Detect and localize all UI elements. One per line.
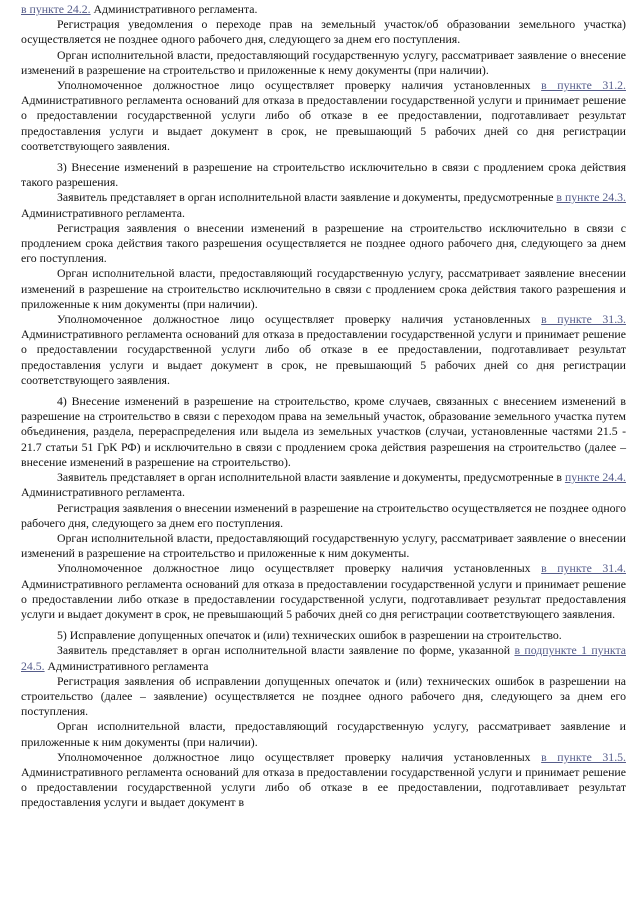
paragraph — [21, 312, 626, 388]
reference-link[interactable]: в пункте 31.5. — [541, 749, 626, 764]
paragraph — [21, 470, 626, 500]
paragraph — [21, 78, 626, 154]
paragraph — [21, 719, 626, 749]
paragraph-text: Уполномоченное должностное лицо осуществляет проверку наличия установленных — [57, 749, 542, 764]
paragraph-text: 4) Внесение изменений в разрешение на строительство, кроме случаев, связанных с внесением изменений в разрешение на строительство в связи с переходом права на земельный участок, образование земельного участка путем объединения, раздела, перераспределения или выдела из земельных участков (случаи, установленные частями 21.5 - 21.7 статьи 51 ГрК РФ) и исключительно в связи с продлением срока действия разрешения на строительство (далее – внесение изменений в разрешение на строительство). — [21, 394, 626, 469]
reference-link[interactable]: в пункте 24.3. — [556, 190, 626, 205]
paragraph — [21, 17, 626, 47]
paragraph — [21, 501, 626, 531]
paragraph-text: Регистрация заявления о внесении изменений в разрешение на строительство осуществляется не позднее одного рабочего дня, следующего за днем его поступления. — [21, 500, 626, 530]
paragraph — [21, 190, 626, 220]
paragraph-text: Заявитель представляет в орган исполнительной власти заявление и документы, предусмотренные в — [57, 470, 565, 485]
paragraph — [21, 643, 626, 673]
paragraph-text: Орган исполнительной власти, предоставляющий государственную услугу, рассматривает заявление и приложенные к ним документы (при наличии). — [21, 719, 626, 749]
paragraph-text: Регистрация заявления об исправлении допущенных опечаток и (или) технических ошибок в разрешении на строительство (далее – заявление) осуществляется не позднее одного рабочего дня, следующего за днем его поступления. — [21, 673, 626, 719]
paragraph-text: Административного регламента оснований для отказа в предоставлении государственной услуги и принимает решение о предоставлении либо отказе в предоставлении государственной услуги, подготавливает результат предоставления услуги и выдает документ в срок, не превышающий 5 рабочих дней со дня регистрации соответствующего заявления. — [21, 576, 626, 621]
paragraph-text: Орган исполнительной власти, предоставляющий государственную услугу, рассматривает заявление внесении изменений в разрешение на строительство исключительно в связи с продлением срока действия такого разрешения и приложенные к ним документы (при наличии). — [21, 266, 626, 311]
paragraph — [21, 750, 626, 811]
paragraph — [21, 394, 626, 470]
paragraph — [21, 2, 626, 17]
paragraph-text: Орган исполнительной власти, предоставляющий государственную услугу, рассматривает заявление о внесение изменений в разрешение на строительство и приложенные к нему документы (при наличии). — [21, 47, 626, 77]
paragraph — [21, 531, 626, 561]
paragraph — [21, 221, 626, 267]
reference-link[interactable]: в пункте 31.2. — [541, 78, 626, 93]
paragraph — [21, 266, 626, 312]
reference-link[interactable]: в пункте 24.2. — [21, 2, 91, 16]
paragraph — [21, 160, 626, 190]
paragraph-text: Регистрация уведомления о переходе прав на земельный участок/об образовании земельного участка) осуществляется не позднее одного рабочего дня, следующего за днем его поступления. — [21, 17, 626, 47]
paragraph — [21, 48, 626, 78]
paragraph-text: 5) Исправление допущенных опечаток и (или) технических ошибок в разрешении на строительство. — [57, 628, 562, 643]
paragraph-text: Уполномоченное должностное лицо осуществляет проверку наличия установленных — [57, 561, 542, 576]
reference-link[interactable]: в пункте 31.4. — [541, 561, 626, 576]
paragraph-text: Административного регламента оснований для отказа в предоставлении государственной услуги и принимает решение о предоставлении государственной услуги либо об отказе в ее предоставлении, подготавливает результат предоставления услуги и выдает документ в срок, не превышающий 5 рабочих дней со дня регистрации соответствующего заявления. — [21, 327, 626, 387]
paragraph-text: Административного регламента оснований для отказа в предоставлении государственной услуги и принимает решение о предоставлении государственной услуги либо об отказе в ее предоставлении, подготавливает результат предоставления услуги и выдает документ в — [21, 764, 626, 810]
paragraph-text: Административного регламента. — [21, 485, 185, 500]
paragraph-text: Уполномоченное должностное лицо осуществляет проверку наличия установленных — [57, 78, 542, 93]
paragraph-text: Заявитель представляет в орган исполнительной власти заявление и документы, предусмотренные — [57, 190, 557, 205]
reference-link[interactable]: пункте 24.4. — [564, 470, 626, 485]
paragraph — [21, 561, 626, 622]
paragraph — [21, 674, 626, 720]
paragraph-text: Административного регламента. — [90, 2, 258, 16]
paragraph-text: Орган исполнительной власти, предоставляющий государственную услугу, рассматривает заявление о внесении изменений в разрешение на строительство и приложенные к ним документы. — [21, 530, 626, 561]
paragraph-text: Заявитель представляет в орган исполнительной власти заявление по форме, указанной — [57, 643, 515, 658]
paragraph — [21, 628, 626, 643]
paragraph-text: Уполномоченное должностное лицо осуществляет проверку наличия установленных — [57, 312, 542, 327]
paragraph-text: Административного регламента оснований для отказа в предоставлении государственной услуги и принимает решение о предоставлении государственной услуги либо об отказе в ее предоставлении, подготавливает результат предоставления услуги и выдает документ в срок, не превышающий 5 рабочих дней со дня регистрации соответствующего заявления. — [21, 93, 626, 153]
paragraph-text: 3) Внесение изменений в разрешение на строительство исключительно в связи с продлением срока действия такого разрешения. — [21, 160, 626, 190]
reference-link[interactable]: в пункте 31.3. — [541, 312, 626, 327]
paragraph-text: Административного регламента — [44, 658, 209, 673]
reference-link[interactable]: в подпункте 1 пункта 24.5. — [21, 643, 626, 673]
paragraph-text: Административного регламента. — [21, 205, 185, 220]
paragraph-text: Регистрация заявления о внесении изменений в разрешение на строительство исключительно в связи с продлением срока действия такого разрешения осуществляется не позднее одного рабочего дня, следующего за днем его поступления. — [21, 220, 626, 266]
